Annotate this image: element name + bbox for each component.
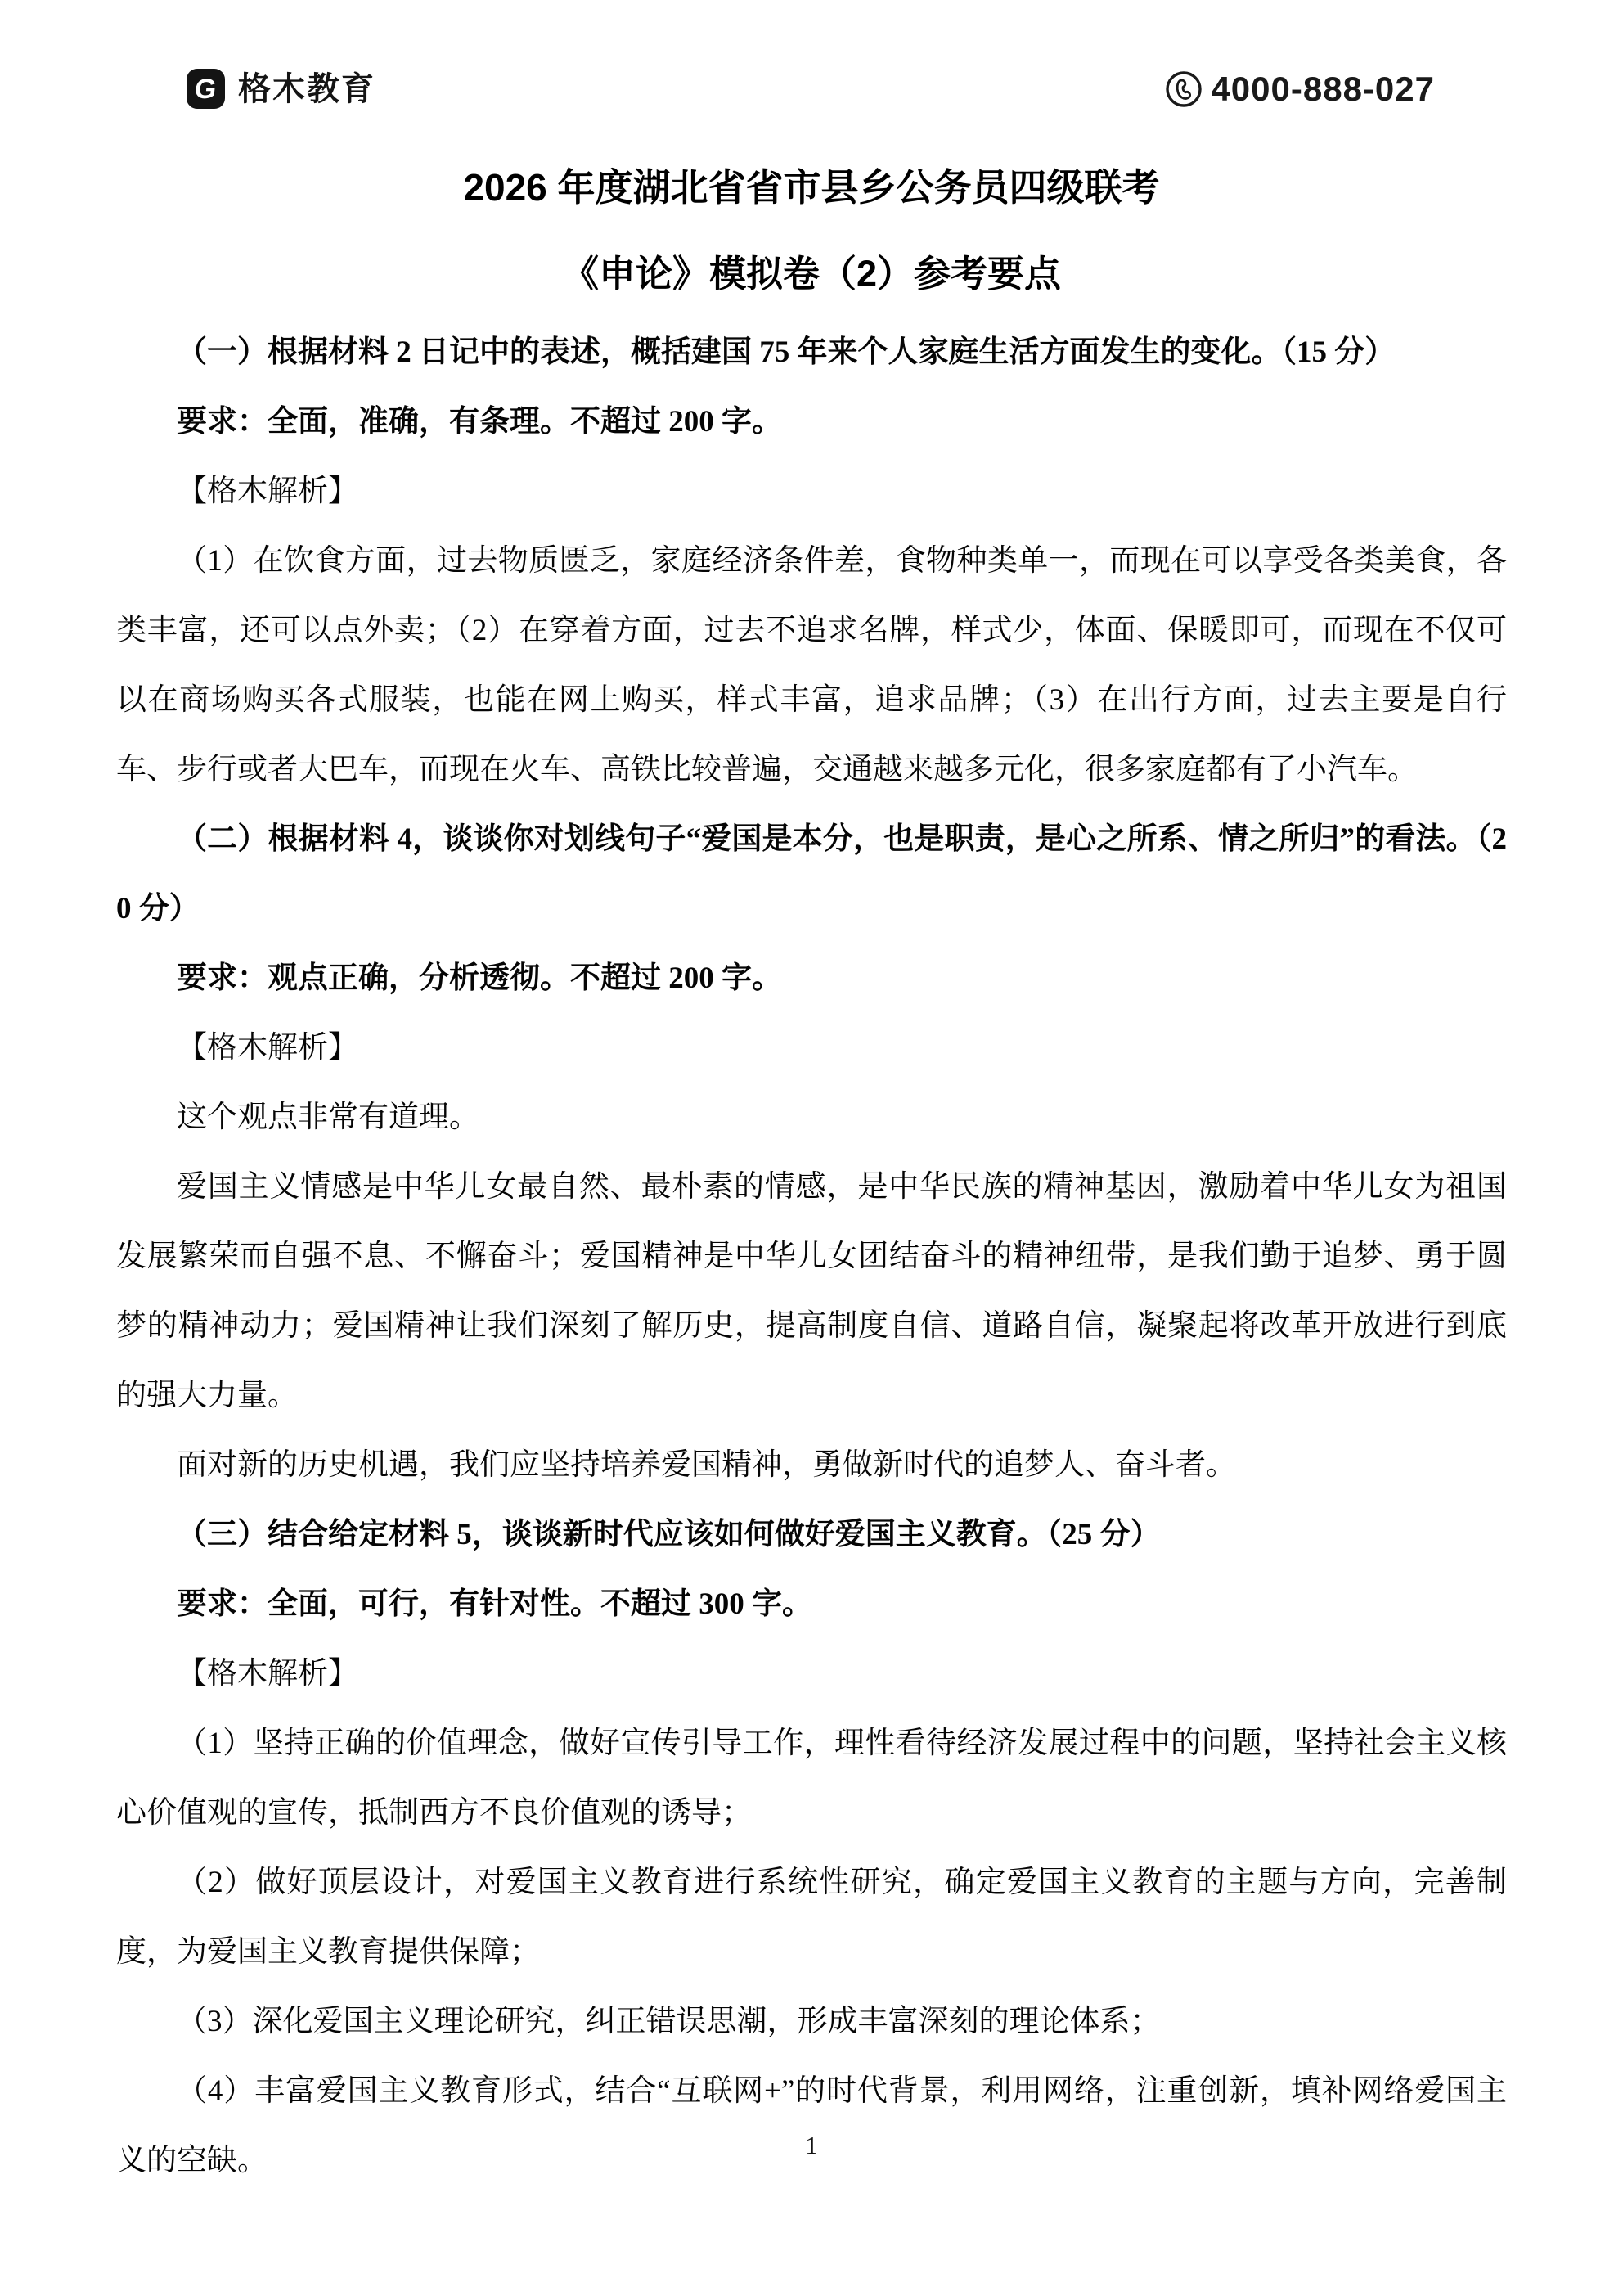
analysis-label-two: 【格木解析】 [177,1031,358,1065]
brand-logo [187,69,375,109]
phone-number: 4000-888-027 [1211,69,1435,108]
question-one: （一）根据材料 2 日记中的表述，概括建国 75 年来个人家庭生活方面发生的变化。（15 分） [177,335,1396,369]
page-number: 1 [805,2131,818,2159]
title-line-2: 《申论》模拟卷（2）参考要点 [561,253,1062,295]
gemu-logo-glyph: G [193,73,218,105]
document-title [116,162,1507,299]
answer-three-point-1: （1）坚持正确的价值理念，做好宣传引导工作，理性看待经济发展过程中的问题，坚持社会主义核心价值观的宣传，抵制西方不良价值观的诱导； [116,1727,1507,1830]
analysis-label-three: 【格木解析】 [177,1657,358,1690]
analysis-label-one: 【格木解析】 [177,475,358,508]
requirement-three: 要求：全面，可行，有针对性。不超过 300 字。 [177,1587,812,1621]
answer-one: （1）在饮食方面，过去物质匮乏，家庭经济条件差，食物种类单一，而现在可以享受各类美食，各类丰富，还可以点外卖；（2）在穿着方面，过去不追求名牌，样式少，体面、保暖即可，而现在不仅可以在商场购买各式服装，也能在网上购买，样式丰富，追求品牌；（3）在出行方面，过去主要是自行车、步行或者大巴车，而现在火车、高铁比较普遍，交通越来越多元化，很多家庭都有了小汽车。 [116,544,1507,786]
answer-two-analysis: 爱国主义情感是中华儿女最自然、最朴素的情感，是中华民族的精神基因，激励着中华儿女为祖国发展繁荣而自强不息、不懈奋斗；爱国精神是中华儿女团结奋斗的精神纽带，是我们勤于追梦、勇于圆梦的精神动力；爱国精神让我们深刻了解历史，提高制度自信、道路自信，凝聚起将改革开放进行到底的强大力量。 [116,1170,1507,1412]
answer-three-point-4: （4）丰富爱国主义教育形式，结合“互联网+”的时代背景，利用网络，注重创新，填补网络爱国主义的空缺。 [116,2074,1507,2177]
document-body [116,317,1507,2195]
answer-two-conclusion: 面对新的历史机遇，我们应坚持培养爱国精神，勇做新时代的追梦人、奋斗者。 [177,1448,1236,1482]
page-footer [0,2126,1623,2165]
answer-three-point-3: （3）深化爱国主义理论研究，纠正错误思潮，形成丰富深刻的理论体系； [177,2005,1161,2038]
title-line-1: 2026 年度湖北省省市县乡公务员四级联考 [463,166,1160,209]
gemu-logo-icon [187,69,225,109]
question-three: （三）结合给定材料 5，谈谈新时代应该如何做好爱国主义教育。（25 分） [177,1518,1161,1551]
contact-phone [1165,70,1435,108]
requirement-one: 要求：全面，准确，有条理。不超过 200 字。 [177,405,782,439]
answer-three-point-2: （2）做好顶层设计，对爱国主义教育进行系统性研究，确定爱国主义教育的主题与方向，完善制度，为爱国主义教育提供保障； [116,1866,1507,1969]
question-two: （二）根据材料 4，谈谈你对划线句子“爱国是本分，也是职责，是心之所系、情之所归”的看法。（20 分） [116,822,1507,925]
requirement-two: 要求：观点正确，分析透彻。不超过 200 字。 [177,961,782,995]
brand-name: 格木教育 [238,70,375,107]
phone-icon [1165,70,1203,108]
answer-two-opening: 这个观点非常有道理。 [177,1101,479,1134]
page-header [187,69,1435,109]
